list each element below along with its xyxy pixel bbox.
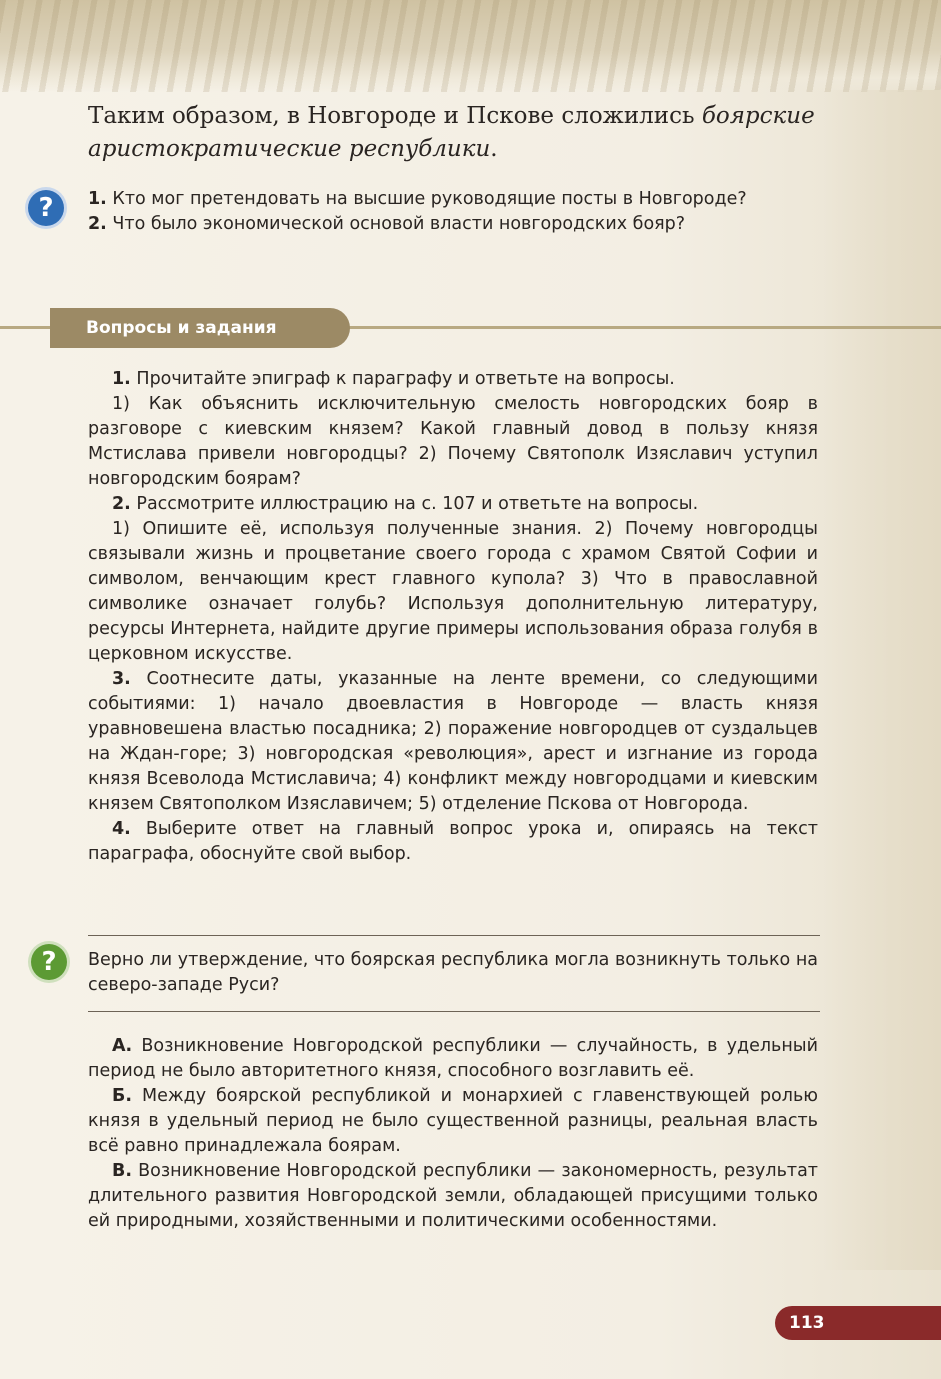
- question-number: 2.: [88, 214, 107, 234]
- tasks-list: [88, 367, 818, 867]
- page-number: 113: [775, 1306, 941, 1340]
- answer-options: [88, 1034, 818, 1234]
- answer-letter: В.: [112, 1161, 132, 1181]
- divider-top: [88, 935, 820, 936]
- question-text: Кто мог претендовать на высшие руководящие посты в Новгороде?: [112, 189, 747, 209]
- inline-question: [88, 212, 818, 237]
- inline-question: [88, 187, 818, 212]
- task-subitem: [88, 517, 818, 667]
- intro-emphasis: боярские аристократические республики: [88, 103, 815, 162]
- task-text: Прочитайте эпиграф к параграфу и ответьте на вопросы.: [136, 369, 675, 389]
- page-edge-shade: [821, 90, 941, 1270]
- answer-text: Возникновение Новгородской республики — случайность, в удельный период не было авторитетного князя, способного возглавить её.: [88, 1036, 818, 1081]
- task-text: Рассмотрите иллюстрацию на с. 107 и ответьте на вопросы.: [136, 494, 699, 514]
- intro-text: Таким образом, в Новгороде и Пскове сложились: [88, 103, 702, 129]
- task-text: Выберите ответ на главный вопрос урока и, опираясь на текст параграфа, обоснуйте свой выбор.: [88, 819, 818, 864]
- question-number: 1.: [88, 189, 107, 209]
- task-number: 2.: [112, 494, 131, 514]
- inline-questions: [88, 187, 818, 237]
- section-title: Вопросы и задания: [50, 308, 350, 348]
- task-item: [88, 492, 818, 517]
- divider-bottom: [88, 1011, 820, 1012]
- task-item: [88, 367, 818, 392]
- task-number: 3.: [112, 669, 131, 689]
- answer-text: Возникновение Новгородской республики — закономерность, результат длительного развития Новгородской земли, обладающей присущими только ей природными, хозяйственными и политическими особенностями.: [88, 1161, 818, 1231]
- main-question: Верно ли утверждение, что боярская республика могла возникнуть только на северо-западе Руси?: [88, 950, 818, 995]
- question-mark-icon: ?: [28, 190, 64, 226]
- task-text: 1) Как объяснить исключительную смелость новгородских бояр в разговоре с киевским князем? Какой главный довод в пользу князя Мстислава привели новгородцы? 2) Почему Святополк Изяславич уступил новгородским боярам?: [88, 394, 818, 489]
- task-subitem: [88, 392, 818, 492]
- task-number: 4.: [112, 819, 131, 839]
- question-text: Что было экономической основой власти новгородских бояр?: [112, 214, 686, 234]
- task-number: 1.: [112, 369, 131, 389]
- decorative-header-strip: [0, 0, 941, 92]
- answer-text: Между боярской республикой и монархией с главенствующей ролью князя в удельный период не было существенной разницы, реальная власть всё равно принадлежала боярам.: [88, 1086, 818, 1156]
- intro-text-end: .: [490, 136, 498, 162]
- answer-letter: А.: [112, 1036, 133, 1056]
- task-item: [88, 667, 818, 817]
- task-text: 1) Опишите её, используя полученные знания. 2) Почему новгородцы связывали жизнь и процветание своего города с храмом Святой Софии и символом, венчающим крест главного купола? 3) Что в православной символике означает голубь? Используя дополнительную литературу, ресурсы Интернета, найдите другие примеры использования образа голубя в церковном искусстве.: [88, 519, 818, 664]
- answer-option: [88, 1159, 818, 1234]
- answer-letter: Б.: [112, 1086, 132, 1106]
- answer-option: [88, 1084, 818, 1159]
- task-text: Соотнесите даты, указанные на ленте времени, со следующими событиями: 1) начало двоевластия в Новгороде — власть князя уравновешена властью посадника; 2) поражение новгородцев от суздальцев на Ждан-горе; 3) новгородская «революция», арест и изгнание из города князя Всеволода Мстиславича; 4) конфликт между новгородцами и киевским князем Святополком Изяславичем; 5) отделение Пскова от Новгорода.: [88, 669, 818, 814]
- intro-paragraph: [88, 100, 828, 166]
- question-mark-icon: ?: [31, 944, 67, 980]
- answer-option: [88, 1034, 818, 1084]
- task-item: [88, 817, 818, 867]
